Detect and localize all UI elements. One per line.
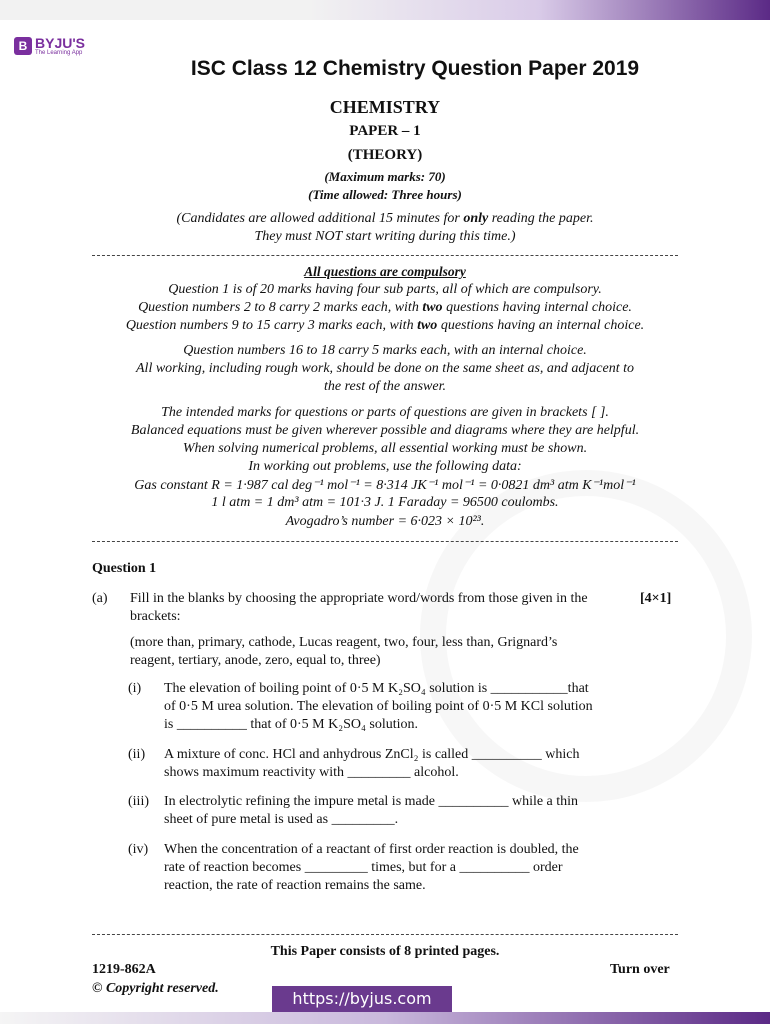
reading-time-note: (Candidates are allowed additional 15 minutes for only reading the paper. bbox=[176, 211, 594, 226]
max-marks: (Maximum marks: 70) bbox=[324, 169, 446, 184]
instruction-line: Question 1 is of 20 marks having four sub parts, all of which are compulsory. bbox=[168, 282, 602, 297]
instruction-line: Question numbers 9 to 15 carry 3 marks each, with two questions having an internal choice. bbox=[125, 318, 645, 333]
reading-time-note-2: They must NOT start writing during this time.) bbox=[254, 229, 516, 244]
instruction-line: Balanced equations must be given wherever possible and diagrams where they are helpful. bbox=[130, 423, 640, 438]
constants-line: 1 l atm = 1 dm³ atm = 101·3 J. 1 Faraday = 96500 coulombs. bbox=[211, 495, 559, 510]
avogadro-line: Avogadro’s number = 6·023 × 10²³. bbox=[285, 514, 485, 529]
item-number: (iv) bbox=[128, 842, 149, 857]
question-heading: Question 1 bbox=[92, 561, 157, 576]
logo-mark: B bbox=[14, 37, 32, 55]
paper-number: PAPER – 1 bbox=[349, 123, 421, 139]
item-text: rate of reaction becomes _________ times, but for a __________ order bbox=[164, 860, 563, 875]
byjus-logo bbox=[14, 36, 85, 56]
divider bbox=[92, 541, 678, 542]
instruction-line: When solving numerical problems, all essential working must be shown. bbox=[182, 441, 588, 456]
instructions-heading: All questions are compulsory bbox=[304, 264, 466, 279]
instruction-line: the rest of the answer. bbox=[324, 379, 446, 394]
instruction-line: The intended marks for questions or parts of questions are given in brackets [ ]. bbox=[161, 405, 609, 420]
gas-constant-line: Gas constant R = 1·987 cal deg⁻¹ mol⁻¹ = 8·314 JK⁻¹ mol⁻¹ = 0·0821 dm³ atm K⁻¹mol⁻¹ bbox=[134, 478, 636, 493]
question-stem: brackets: bbox=[130, 609, 181, 624]
turn-over-label: Turn over bbox=[610, 962, 670, 977]
item-text: reaction, the rate of reaction remains the same. bbox=[164, 878, 426, 893]
item-number: (ii) bbox=[128, 747, 146, 762]
item-text: In electrolytic refining the impure metal is made __________ while a thin bbox=[164, 794, 579, 809]
item-text: of 0·5 M urea solution. The elevation of boiling point of 0·5 M KCl solution bbox=[164, 699, 593, 714]
time-allowed: (Time allowed: Three hours) bbox=[308, 187, 462, 202]
top-brand-bar bbox=[0, 0, 770, 20]
paper-code: 1219-862A bbox=[92, 962, 156, 977]
options-list: (more than, primary, cathode, Lucas reagent, two, four, less than, Grignard’s bbox=[130, 635, 558, 650]
instruction-line: All working, including rough work, should be done on the same sheet as, and adjacent to bbox=[136, 361, 634, 376]
copyright-note: © Copyright reserved. bbox=[92, 981, 219, 996]
item-text: The elevation of boiling point of 0·5 M K₂SO₄ solution is ___________that bbox=[164, 681, 589, 696]
logo-name: BYJU'S bbox=[35, 35, 86, 51]
item-number: (i) bbox=[128, 681, 142, 696]
item-number: (iii) bbox=[128, 794, 149, 809]
question-stem: Fill in the blanks by choosing the appropriate word/words from those given in the bbox=[130, 591, 588, 606]
marks-label: [4×1] bbox=[640, 591, 672, 606]
item-text: is __________ that of 0·5 M K₂SO₄ solution. bbox=[164, 717, 418, 732]
bottom-brand-bar bbox=[0, 1012, 770, 1024]
part-label: (a) bbox=[92, 591, 108, 606]
website-link[interactable]: https://byjus.com bbox=[272, 986, 452, 1012]
page-count-note: This Paper consists of 8 printed pages. bbox=[270, 944, 500, 959]
instruction-line: In working out problems, use the following data: bbox=[248, 459, 522, 474]
item-text: shows maximum reactivity with _________ alcohol. bbox=[164, 765, 459, 780]
subject-title: CHEMISTRY bbox=[329, 97, 441, 117]
page-title: ISC Class 12 Chemistry Question Paper 2019 bbox=[190, 57, 640, 80]
item-text: A mixture of conc. HCl and anhydrous ZnCl₂ is called __________ which bbox=[164, 747, 580, 762]
divider bbox=[92, 255, 678, 256]
options-list: reagent, tertiary, anode, zero, equal to, three) bbox=[130, 653, 381, 668]
paper-type: (THEORY) bbox=[347, 147, 423, 163]
divider bbox=[92, 934, 678, 935]
instruction-line: Question numbers 2 to 8 carry 2 marks each, with two questions having internal choice. bbox=[138, 300, 632, 315]
item-text: sheet of pure metal is used as _________. bbox=[164, 812, 399, 827]
logo-tagline: The Learning App bbox=[35, 50, 83, 56]
item-text: When the concentration of a reactant of first order reaction is doubled, the bbox=[164, 842, 579, 857]
instruction-line: Question numbers 16 to 18 carry 5 marks each, with an internal choice. bbox=[183, 343, 587, 358]
